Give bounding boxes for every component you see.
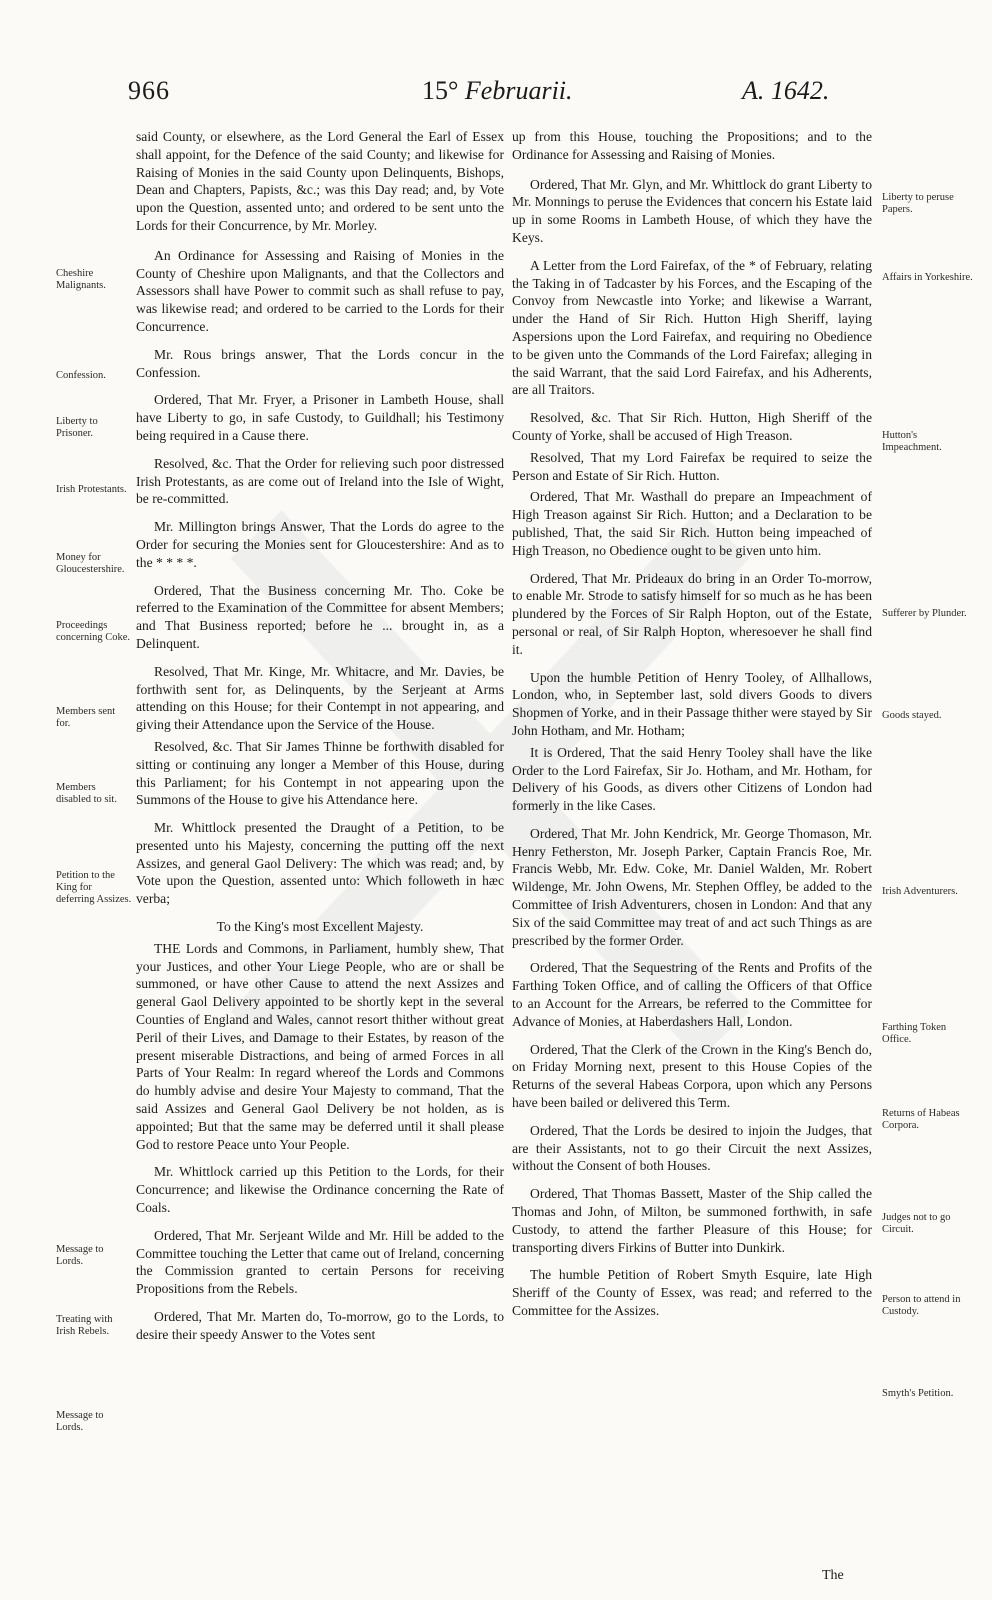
entry-right-4: Resolved, &c. That Sir Rich. Hutton, High Sheriff of the County of Yorke, shall be accused of High Treason.: [512, 410, 872, 443]
entry-right-6: Ordered, That Mr. Wasthall do prepare an Impeachment of High Treason against Sir Rich. Hutton; and a Declaration to be published, That, the said Sir Rich. Hutton being impeached of High Treason, no Obedience ought to be given unto him.: [512, 489, 872, 558]
entry-left-2: An Ordinance for Assessing and Raising of Monies in the County of Cheshire upon Malignants, and that the Collectors and Assessors shall have Power to commit such as shall refuse to pay, was likewise read; and ordered to be carried to the Lords for their Concurrence.: [136, 247, 504, 334]
entry-left-14: Ordered, That Mr. Marten do, To-morrow, go to the Lords, to desire their speedy Answer to the Votes sent: [136, 1309, 504, 1342]
page-number: 966: [128, 76, 170, 105]
petition-text: THE Lords and Commons, in Parliament, humbly shew, That your Justices, and other Your Liege People, who are or shall be summoned, or have other Cause to attend the next Assizes and general Gaol Delivery appointed to be shortly kept in the several Counties of England and Wales, cannot resort thither without great Peril of their Lives, and Damage to their Estates, by reason of the present miserable Distractions, and being of armed Forces in all Parts of Your Realm: In regard whereof the Lords and Commons do humbly advise and desire Your Majesty to command, That the said Assizes and General Gaol Delivery be not holden, as is appointed; But that the same may be deferred until it shall please God to restore Peace unto Your People.: [136, 940, 504, 1152]
entry-left-1: said County, or elsewhere, as the Lord General the Earl of Essex shall appoint, for the Defence of the said County; and likewise for Raising of Monies in the said County upon Delinquents, Bishops, Dean and Chapters, Papists, &c.; was this Day read; and, by Vote upon the Question, assented unto; and ordered to be sent unto the Lords for their Concurrence, by Mr. Morley.: [136, 129, 504, 233]
entry-left-8: Resolved, That Mr. Kinge, Mr. Whitacre, and Mr. Davies, be forthwith sent for, as Delinquents, by the Serjeant at Arms attending on this House; for their Contempt in not appearing, and giving their Attendance upon the Service of the House.: [136, 663, 504, 733]
margin-note-right-1: Liberty to peruse Papers.: [882, 192, 954, 215]
entry-right-5: Resolved, That my Lord Fairefax be required to seize the Person and Estate of Sir Rich. Hutton.: [512, 449, 872, 483]
margin-note-right-10: Person to attend in Custody.: [882, 1294, 961, 1317]
entry-right-12: Ordered, That the Clerk of the Crown in the King's Bench do, on Friday Morning next, present to this House Copies of the Returns of the several Habeas Corpora, upon which any Persons have been bailed or delivered this Term.: [512, 1041, 872, 1111]
entry-right-7: Ordered, That Mr. Prideaux do bring in an Order To-morrow, to enable Mr. Strode to satisfy himself for so much as he has been plundered by the Forces of Sir Ralph Hopton, out of the Estate, personal or real, of Sir Ralph Hopton, wheresoever he shall find it.: [512, 570, 872, 657]
entry-right-11: Ordered, That the Sequestring of the Rents and Profits of the Farthing Token Office, and of calling the Officers of that Office to an Account for the Arrears, be referred to the Committee for Advance of Monies, at Haberdashers Hall, London.: [512, 960, 872, 1029]
date-number: 15°: [422, 76, 459, 105]
page-header: [0, 76, 992, 126]
date-word: Februarii.: [464, 76, 573, 105]
margin-note-right-2: Affairs in Yorkeshire.: [882, 272, 973, 283]
entry-left-5: Resolved, &c. That the Order for relieving such poor distressed Irish Protestants, as are come out of Ireland into the Isle of Wight, be re-committed.: [136, 455, 504, 507]
margin-note-left-8: Members disabled to sit.: [56, 782, 117, 805]
margin-note-left-9: Petition to the King for deferring Assizes.: [56, 870, 132, 905]
entry-left-4: Ordered, That Mr. Fryer, a Prisoner in Lambeth House, shall have Liberty to go, in safe Custody, to Guildhall; his Testimony being required in a Cause there.: [136, 392, 504, 443]
margin-note-right-7: Farthing Token Office.: [882, 1022, 947, 1045]
entry-right-1: up from this House, touching the Propositions; and to the Ordinance for Assessing and Raising of Monies.: [512, 129, 872, 162]
margin-note-left-3: Liberty to Prisoner.: [56, 416, 98, 439]
entry-left-3: Mr. Rous brings answer, That the Lords concur in the Confession.: [136, 346, 504, 380]
entry-left-6: Mr. Millington brings Answer, That the Lords do agree to the Order for securing the Monies sent for Gloucestershire: And as to the * * * *.: [136, 519, 504, 570]
petition-title: To the King's most Excellent Majesty.: [216, 919, 424, 935]
margin-note-left-7: Members sent for.: [56, 706, 116, 729]
entry-right-14: Ordered, That Thomas Bassett, Master of the Ship called the Thomas and John, of Milton, be summoned forthwith, in safe Custody, to attend the farther Pleasure of this House; for transporting divers Firkins of Butter into Dunkirk.: [512, 1186, 872, 1255]
entry-right-9: It is Ordered, That the said Henry Tooley shall have the like Order to the Lord Fairefax, Sir Jo. Hotham, and Mr. Hotham, for Delivery of his Goods, as divers other Citizens of London had formerly in the like Cases.: [512, 744, 872, 814]
entry-left-13: Ordered, That Mr. Serjeant Wilde and Mr. Hill be added to the Committee touching the Letter that came out of Ireland, concerning the Commission granted to certain Persons for receiving Propositions from the Rebels.: [136, 1227, 504, 1297]
entry-left-9: Resolved, &c. That Sir James Thinne be forthwith disabled for sitting or continuing any longer a Member of this House, during this Parliament; for his Contempt in not appearing upon the Summons of the House to give his Attendance here.: [136, 738, 504, 808]
entry-right-8: Upon the humble Petition of Henry Tooley, of Allhallows, London, who, in September last, sold divers Goods to divers Shopmen of Yorke, and in their Passage thither were stayed by Sir John Hotham, and Mr. Hotham;: [512, 669, 872, 738]
entry-right-10: Ordered, That Mr. John Kendrick, Mr. George Thomason, Mr. Henry Fetherston, Mr. Joseph Parker, Captain Francis Roe, Mr. Francis Webb, Mr. Edw. Coke, Mr. Daniel Walden, Mr. Robert Wildenge, Mr. John Owens, Mr. Stephen Offley, be added to the Committee of Irish Adventurers, chosen in London: And that any Six of the said Committee may treat of and act such Things as are prescribed by the former Order.: [512, 825, 872, 948]
entry-right-2: Ordered, That Mr. Glyn, and Mr. Whittlock do grant Liberty to Mr. Monnings to peruse the Evidences that concern his Estate laid up in some Rooms in Lambeth House, of which they have the Keys.: [512, 176, 872, 245]
margin-note-left-12: Message to Lords.: [56, 1410, 104, 1433]
margin-note-right-11: Smyth's Petition.: [882, 1388, 954, 1399]
margin-note-right-4: Sufferer by Plunder.: [882, 608, 967, 619]
entry-left-7: Ordered, That the Business concerning Mr. Tho. Coke be referred to the Examination of the Committee for absent Members; and That Business reported; before he ... brought in, as a Delinquent.: [136, 582, 504, 651]
page-year: A. 1642.: [742, 76, 830, 105]
entry-left-12: Mr. Whittlock carried up this Petition to the Lords, for their Concurrence; and likewise the Ordinance concerning the Rate of Coals.: [136, 1164, 504, 1216]
margin-note-left-1: Cheshire Malignants.: [56, 268, 106, 291]
entry-left-10: Mr. Whittlock presented the Draught of a Petition, to be presented unto his Majesty, concerning the putting off the next Assizes, and general Gaol Delivery: The which was read; and, by Vote upon the Question, assented unto: Which followeth in hæc verba;: [136, 820, 504, 907]
entry-right-3: A Letter from the Lord Fairefax, of the * of February, relating the Taking in of Tadcaster by his Forces, and the Escaping of the Convoy from Newcastle into Yorke; and likewise a Warrant, under the Hand of Sir Rich. Hutton High Sheriff, laying Aspersions upon the Lord Fairefax, and requiring no Obedience to be given unto the Commands of the Lord Fairefax; alleging in the said Warrant, that the said Lord Fairefax, and his Adherents, are all Traitors.: [512, 257, 872, 398]
margin-note-left-4: Irish Protestants.: [56, 484, 127, 495]
margin-note-right-9: Judges not to go Circuit.: [882, 1212, 951, 1235]
margin-note-left-6: Proceedings concerning Coke.: [56, 620, 131, 643]
margin-note-left-11: Treating with Irish Rebels.: [56, 1314, 113, 1337]
catchword: The: [822, 1568, 844, 1583]
left-column: [136, 128, 504, 1344]
margin-note-left-2: Confession.: [56, 370, 106, 381]
margin-note-left-10: Message to Lords.: [56, 1244, 104, 1267]
margin-note-left-5: Money for Gloucestershire.: [56, 552, 125, 575]
margin-note-right-6: Irish Adventurers.: [882, 886, 958, 897]
entry-right-15: The humble Petition of Robert Smyth Esquire, late High Sheriff of the County of Essex, was read; and referred to the Committee for the Assizes.: [512, 1267, 872, 1319]
margin-note-right-8: Returns of Habeas Corpora.: [882, 1108, 960, 1131]
right-column: [512, 128, 872, 1320]
margin-note-right-3: Hutton's Impeachment.: [882, 430, 942, 453]
entry-right-13: Ordered, That the Lords be desired to injoin the Judges, that are their Assistants, not to go their Circuit the next Assizes, without the Consent of both Houses.: [512, 1122, 872, 1174]
margin-note-right-5: Goods stayed.: [882, 710, 942, 721]
page-date: [422, 76, 573, 106]
